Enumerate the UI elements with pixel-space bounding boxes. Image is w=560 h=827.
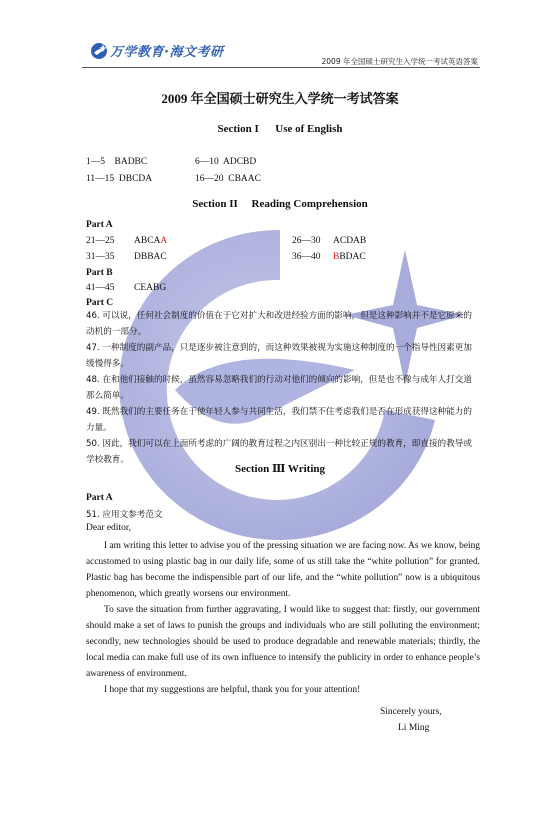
section-3-heading: Section Ⅲ Writing [235, 463, 325, 475]
page-title: 2009 年全国硕士研究生入学统一考试答案 [161, 91, 399, 106]
answer-value: CEABG [134, 283, 167, 293]
answer-value: DBBAC [134, 252, 167, 262]
translation-50: 50. 因此，我们可以在上面所考虑的广阔的教育过程之内区别出一种比较正规的教育，即直接的教导或学校教育。 [86, 439, 472, 465]
part-a-label: Part A [86, 493, 113, 503]
page-header [82, 36, 480, 68]
essay-signature: Li Ming [398, 723, 430, 733]
brand-name: 万学教育·海文考研 [110, 45, 224, 60]
essay-body [86, 538, 480, 698]
translation-49: 49. 既然我们的主要任务在于使年轻人参与共同生活，我们禁不住考虑我们是否在形成获得这种能力的力量。 [86, 407, 472, 433]
essay-paragraph: I am writing this letter to advise you of the pressing situation we are facing now. As we know, being accustomed to using plastic bag in our daily life, some of us still take the “white pollution” for granted. Plastic bag has become the indispensible part of our life, and the “white pollution” now is a ubiquitous phenomenon, which greatly worsens our environment. [86, 541, 480, 599]
answer-row: 16—20 CBAAC [195, 174, 261, 184]
translation-46: 46. 可以说，任何社会制度的价值在于它对扩大和改进经验方面的影响，但是这种影响并不是它原来的动机的一部分。 [86, 311, 472, 337]
part-b-label: Part B [86, 268, 113, 278]
part-a-label: Part A [86, 220, 113, 230]
section-1-heading: Section I Use of English [217, 123, 343, 135]
answer-range: 21—25 [86, 236, 115, 246]
answer-range: 41—45 [86, 283, 115, 293]
section-2-heading: Section II Reading Comprehension [192, 198, 368, 210]
answer-row: 11—15 DBCDA [86, 174, 153, 184]
translation-47: 47. 一种制度的副产品，只是逐步被注意到的，而这种效果被视为实施这种制度的一个指导性因素更加缓慢得多。 [86, 343, 472, 369]
translation-48: 48. 在和他们接触的时候，虽然容易忽略我们的行动对他们的倾向的影响，但是也不像与成年人打交道那么简单。 [86, 375, 472, 401]
essay-paragraph: To save the situation from further aggravating, I would like to suggest that: firstly, our government should make a set of laws to punish the groups and individuals who are still polluting the environment; secondly, new technologies should be used to produce degradable and renewable materials; thirdly, the local media can make full use of its own influence to intensify the publicity in order to enhance people’s awareness of environment. [86, 605, 480, 679]
essay-item-label: 51. 应用文参考范文 [86, 510, 163, 520]
part-c-label: Part C [86, 298, 114, 308]
answer-row: 6—10 ADCBD [195, 157, 257, 167]
answer-range: 36—40 [292, 252, 321, 262]
brand-logo-icon [90, 42, 108, 60]
header-divider [82, 67, 480, 68]
answer-range: 26—30 [292, 236, 321, 246]
answer-value: BBDAC [333, 252, 366, 262]
essay-salutation: Dear editor, [86, 523, 131, 533]
header-caption: 2009 年全国硕士研究生入学统一考试英语答案 [321, 57, 478, 66]
answer-value: ABCAA [134, 236, 168, 246]
answer-range: 31—35 [86, 252, 115, 262]
answer-row: 1—5 BADBC [86, 157, 148, 167]
essay-closing: Sincerely yours, [380, 707, 442, 717]
essay-paragraph: I hope that my suggestions are helpful, thank you for your attention! [104, 685, 361, 695]
answer-value: ACDAB [333, 236, 367, 246]
